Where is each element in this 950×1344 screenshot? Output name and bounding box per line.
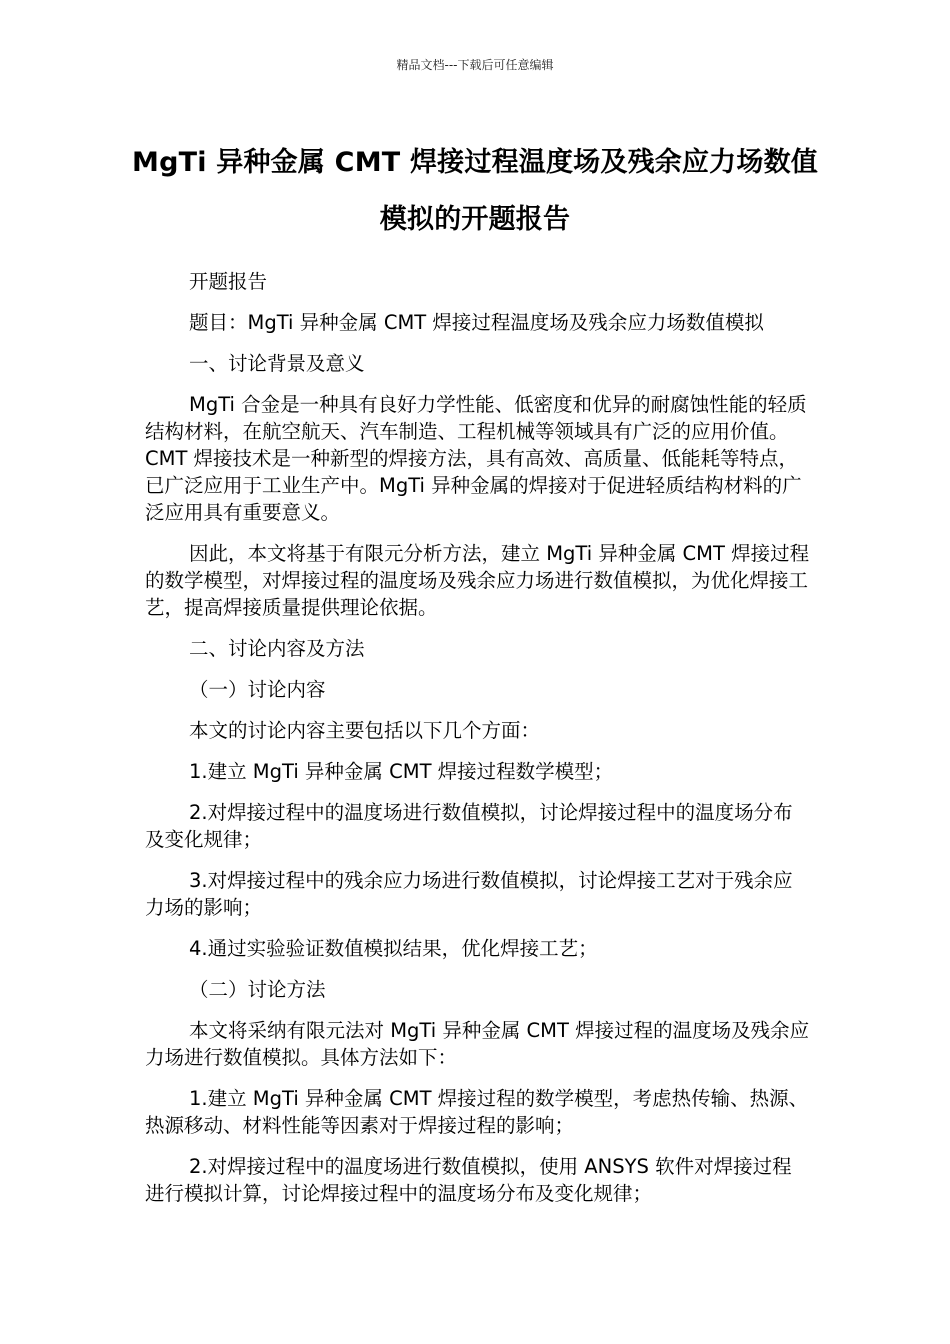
content-item-4: 4.通过实验验证数值模拟结果，优化焊接工艺；: [189, 937, 598, 960]
document-body: [145, 268, 810, 1221]
section-heading-background: 一、讨论背景及意义: [189, 352, 365, 375]
subsection-heading-method: （二）讨论方法: [189, 978, 326, 1001]
method-item-2: 2.对焊接过程中的温度场进行数值模拟，使用 ANSYS 软件对焊接过程进行模拟计算，讨论焊接过程中的温度场分布及变化规律；: [145, 1155, 792, 1205]
method-item-1: 1.建立 MgTi 异种金属 CMT 焊接过程的数学模型，考虑热传输、热源、热源移动、材料性能等因素对于焊接过程的影响；: [145, 1087, 809, 1137]
content-item-1: 1.建立 MgTi 异种金属 CMT 焊接过程数学模型；: [189, 760, 614, 783]
subsection-heading-content: （一）讨论内容: [189, 678, 326, 701]
content-item-3: 3.对焊接过程中的残余应力场进行数值模拟，讨论焊接工艺对于残余应力场的影响；: [145, 869, 793, 919]
section-heading-content-method: 二、讨论内容及方法: [189, 637, 365, 660]
purpose-paragraph: 因此，本文将基于有限元分析方法，建立 MgTi 异种金属 CMT 焊接过程的数学模型，对焊接过程的温度场及残余应力场进行数值模拟，为优化焊接工艺，提高焊接质量提供理论依据。: [145, 542, 810, 619]
report-label: 开题报告: [189, 270, 268, 293]
header-note: 精品文档---下载后可任意编辑: [396, 58, 554, 72]
document-title: MgTi 异种金属 CMT 焊接过程温度场及残余应力场数值模拟的开题报告: [132, 147, 818, 235]
background-paragraph: MgTi 合金是一种具有良好力学性能、低密度和优异的耐腐蚀性能的轻质结构材料，在航空航天、汽车制造、工程机械等领域具有广泛的应用价值。CMT 焊接技术是一种新型的焊接方法，具有高效、高质量、低能耗等特点，已广泛应用于工业生产中。MgTi 异种金属的焊接对于促进轻质结构材料的广泛应用具有重要意义。: [145, 393, 807, 524]
content-intro: 本文的讨论内容主要包括以下几个方面：: [189, 719, 541, 742]
content-item-2: 2.对焊接过程中的温度场进行数值模拟，讨论焊接过程中的温度场分布及变化规律；: [145, 801, 793, 851]
topic-line: 题目：MgTi 异种金属 CMT 焊接过程温度场及残余应力场数值模拟: [189, 311, 764, 334]
method-intro: 本文将采纳有限元法对 MgTi 异种金属 CMT 焊接过程的温度场及残余应力场进行数值模拟。具体方法如下：: [145, 1019, 810, 1069]
